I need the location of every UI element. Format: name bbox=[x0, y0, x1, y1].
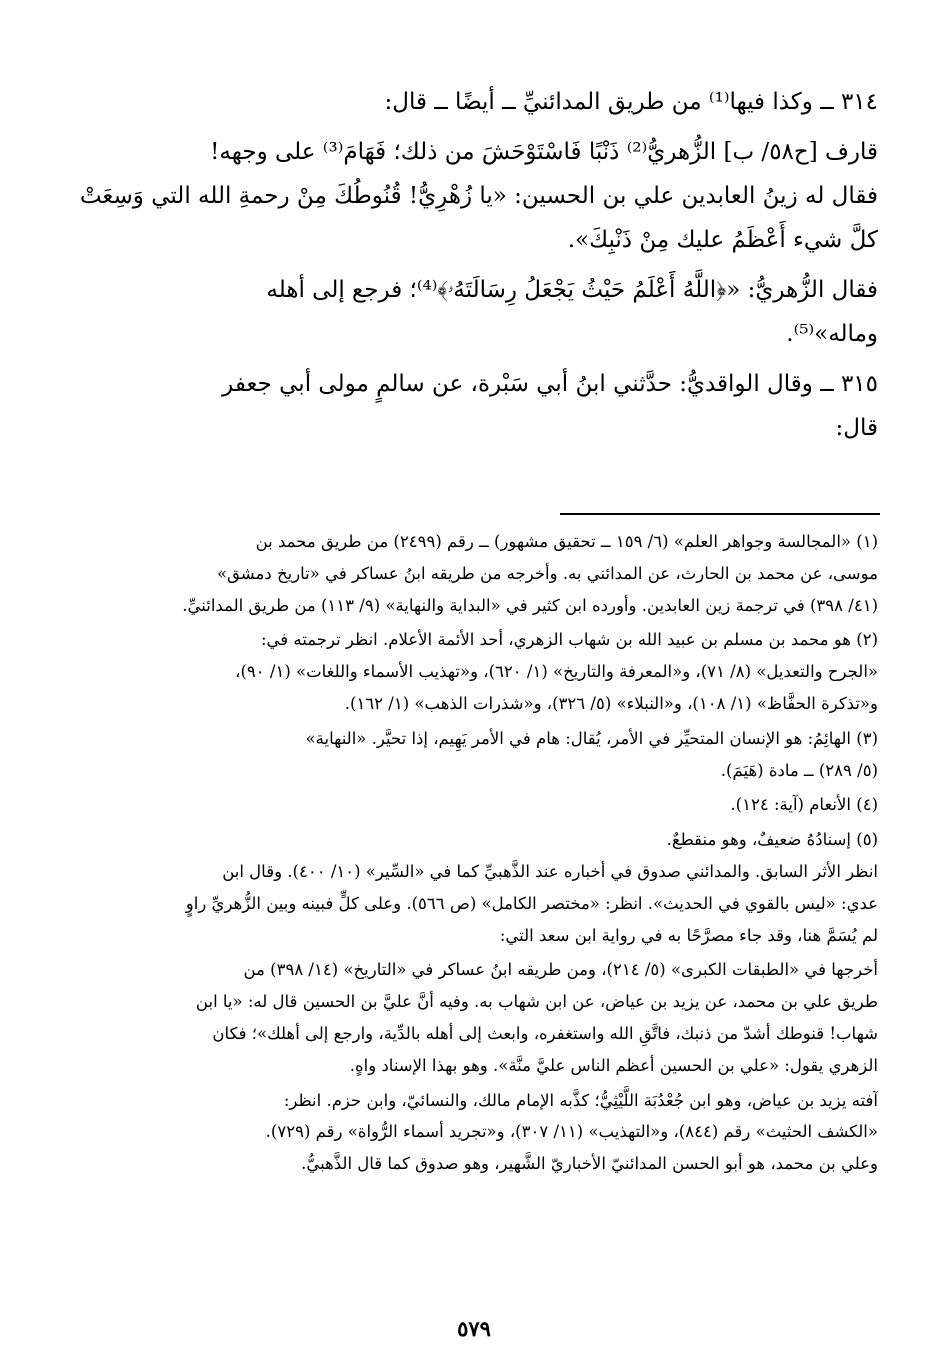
footnote-line: عدي: «ليس بالقوي في الحديث». انظر: «مختصر الكامل» (ص ٥٦٦). وعلى كلٍّ فبينه وبين الزُّهريِّ راوٍ bbox=[185, 893, 878, 913]
footnote-line: (٥/ ٢٨٩) ــ مادة (هَيَمَ). bbox=[720, 760, 878, 780]
footnote-divider bbox=[560, 513, 880, 515]
main-line: كلَّ شيء أَعْظَمُ عليك مِنْ ذَنْبِكَ». bbox=[567, 227, 878, 253]
footnote-line: «الكشف الحثيث» رقم (٨٤٤)، و«التهذيب» (١١/ ٣٠٧)، و«تجريد أسماء الرُّواة» رقم (٧٢٩). bbox=[265, 1122, 878, 1142]
footnote-line: (٤١/ ٣٩٨) في ترجمة زين العابدين. وأورده ابن كثير في «البداية والنهاية» (٩/ ١١٣) من طريق المدائنيِّ. bbox=[182, 595, 878, 615]
main-line: فقال الزُّهريُّ: «﴿اللَّهُ أَعْلَمُ حَيْثُ يَجْعَلُ رِسَالَتَهُۥ﴾⁽⁴⁾؛ فرجع إلى أهله bbox=[266, 277, 878, 303]
main-line: قارف [ح٥٨/ ب] الزُّهريُّ⁽²⁾ ذَنْبًا فَاسْتَوْحَشَ من ذلك؛ فَهَامَ⁽³⁾ على وجهه! bbox=[210, 139, 878, 165]
footnote-5: (٥) إسنادُهُ ضعيفٌ، وهو منقطعٌ. bbox=[666, 830, 878, 850]
footnote-2: (٢) هو محمد بن مسلم بن عبيد الله بن شهاب الزهري، أحد الأئمة الأعلام. انظر ترجمته في: bbox=[260, 630, 878, 650]
footnote-line: أخرجها في «الطبقات الكبرى» (٥/ ٢١٤)، ومن طريقه ابنُ عساكر في «التاريخ» (١٤/ ٣٩٨) من bbox=[243, 960, 878, 980]
footnotes bbox=[70, 526, 878, 1180]
footnote-line: «الجرح والتعديل» (٨/ ٧١)، و«المعرفة والتاريخ» (١/ ٦٢٠)، و«تهذيب الأسماء واللغات» (١/ ٩٠)، bbox=[235, 662, 878, 682]
footnote-line: و«تذكرة الحفَّاظ» (١/ ١٠٨)، و«النبلاء» (٥/ ٣٢٦)، و«شذرات الذهب» (١/ ١٦٢). bbox=[344, 693, 878, 713]
footnote-line: موسى، عن محمد بن الحارث، عن المدائني به. وأخرجه من طريقه ابنُ عساكر في «تاريخ دمشق» bbox=[216, 563, 878, 583]
footnote-line: آفته يزيد بن عياض، وهو ابن جُعْدُبَة اللَّيْثِيُّ؛ كذَّبه الإمام مالك، والنسائيّ، وابن حزم. انظر: bbox=[283, 1090, 878, 1110]
footnote-1: (١) «المجالسة وجواهر العلم» (٦/ ١٥٩ ــ تحقيق مشهور) ــ رقم (٢٤٩٩) من طريق محمد بن bbox=[255, 532, 878, 551]
main-text bbox=[70, 80, 878, 450]
footnote-3: (٣) الهائِمُ: هو الإنسان المتحيِّر في الأمر، يُقال: هام في الأمر يَهِيم، إذا تحيَّر. «النهاية» bbox=[305, 728, 878, 748]
entry-314-heading: ٣١٤ ــ وكذا فيها⁽¹⁾ من طريق المدائنيِّ ــ أيضًا ــ قال: bbox=[384, 89, 878, 115]
footnote-line: الزهري يقول: «علي بن الحسين أعظم الناس عليَّ منَّة». وهو بهذا الإسناد واهٍ. bbox=[349, 1055, 878, 1075]
entry-315-heading: ٣١٥ ــ وقال الواقديُّ: حدَّثني ابنُ أبي سَبْرة، عن سالمٍ مولى أبي جعفر bbox=[222, 371, 878, 397]
footnote-line: انظر الأثر السابق. والمدائني صدوق في أخباره عند الذَّهبيِّ كما في «السِّير» (١٠/ ٤٠٠). وقال ابن bbox=[222, 861, 878, 881]
footnote-line: لم يُسَمَّ هنا، وقد جاء مصرَّحًا به في رواية ابن سعد التي: bbox=[499, 925, 878, 945]
footnote-line: طريق علي بن محمد، عن يزيد بن عياض، عن ابن شهاب به. وفيه أنَّ عليَّ بن الحسين قال له: «يا ابن bbox=[195, 992, 878, 1012]
main-line: فقال له زينُ العابدين علي بن الحسين: «يا زُهْرِيُّ! قُنُوطُكَ مِنْ رحمةِ الله التي وَسِعَتْ bbox=[79, 183, 878, 209]
page-number: ٥٧٩ bbox=[457, 1316, 491, 1341]
main-line: وماله»⁽⁵⁾. bbox=[786, 321, 878, 347]
footnote-line: شهاب! قنوطك أشدّ من ذنبك، فاتَّقِ الله واستغفره، وابعث إلى أهله بالدِّية، وارجع إلى أهلك»؛ فكان bbox=[212, 1023, 878, 1043]
footnote-4: (٤) الأنعام (آية: ١٢٤). bbox=[730, 795, 878, 815]
footnote-line: وعلي بن محمد، هو أبو الحسن المدائنيّ الأخباريّ الشَّهير، وهو صدوق كما قال الذَّهبيُّ. bbox=[301, 1154, 878, 1174]
main-line: قال: bbox=[835, 415, 878, 441]
